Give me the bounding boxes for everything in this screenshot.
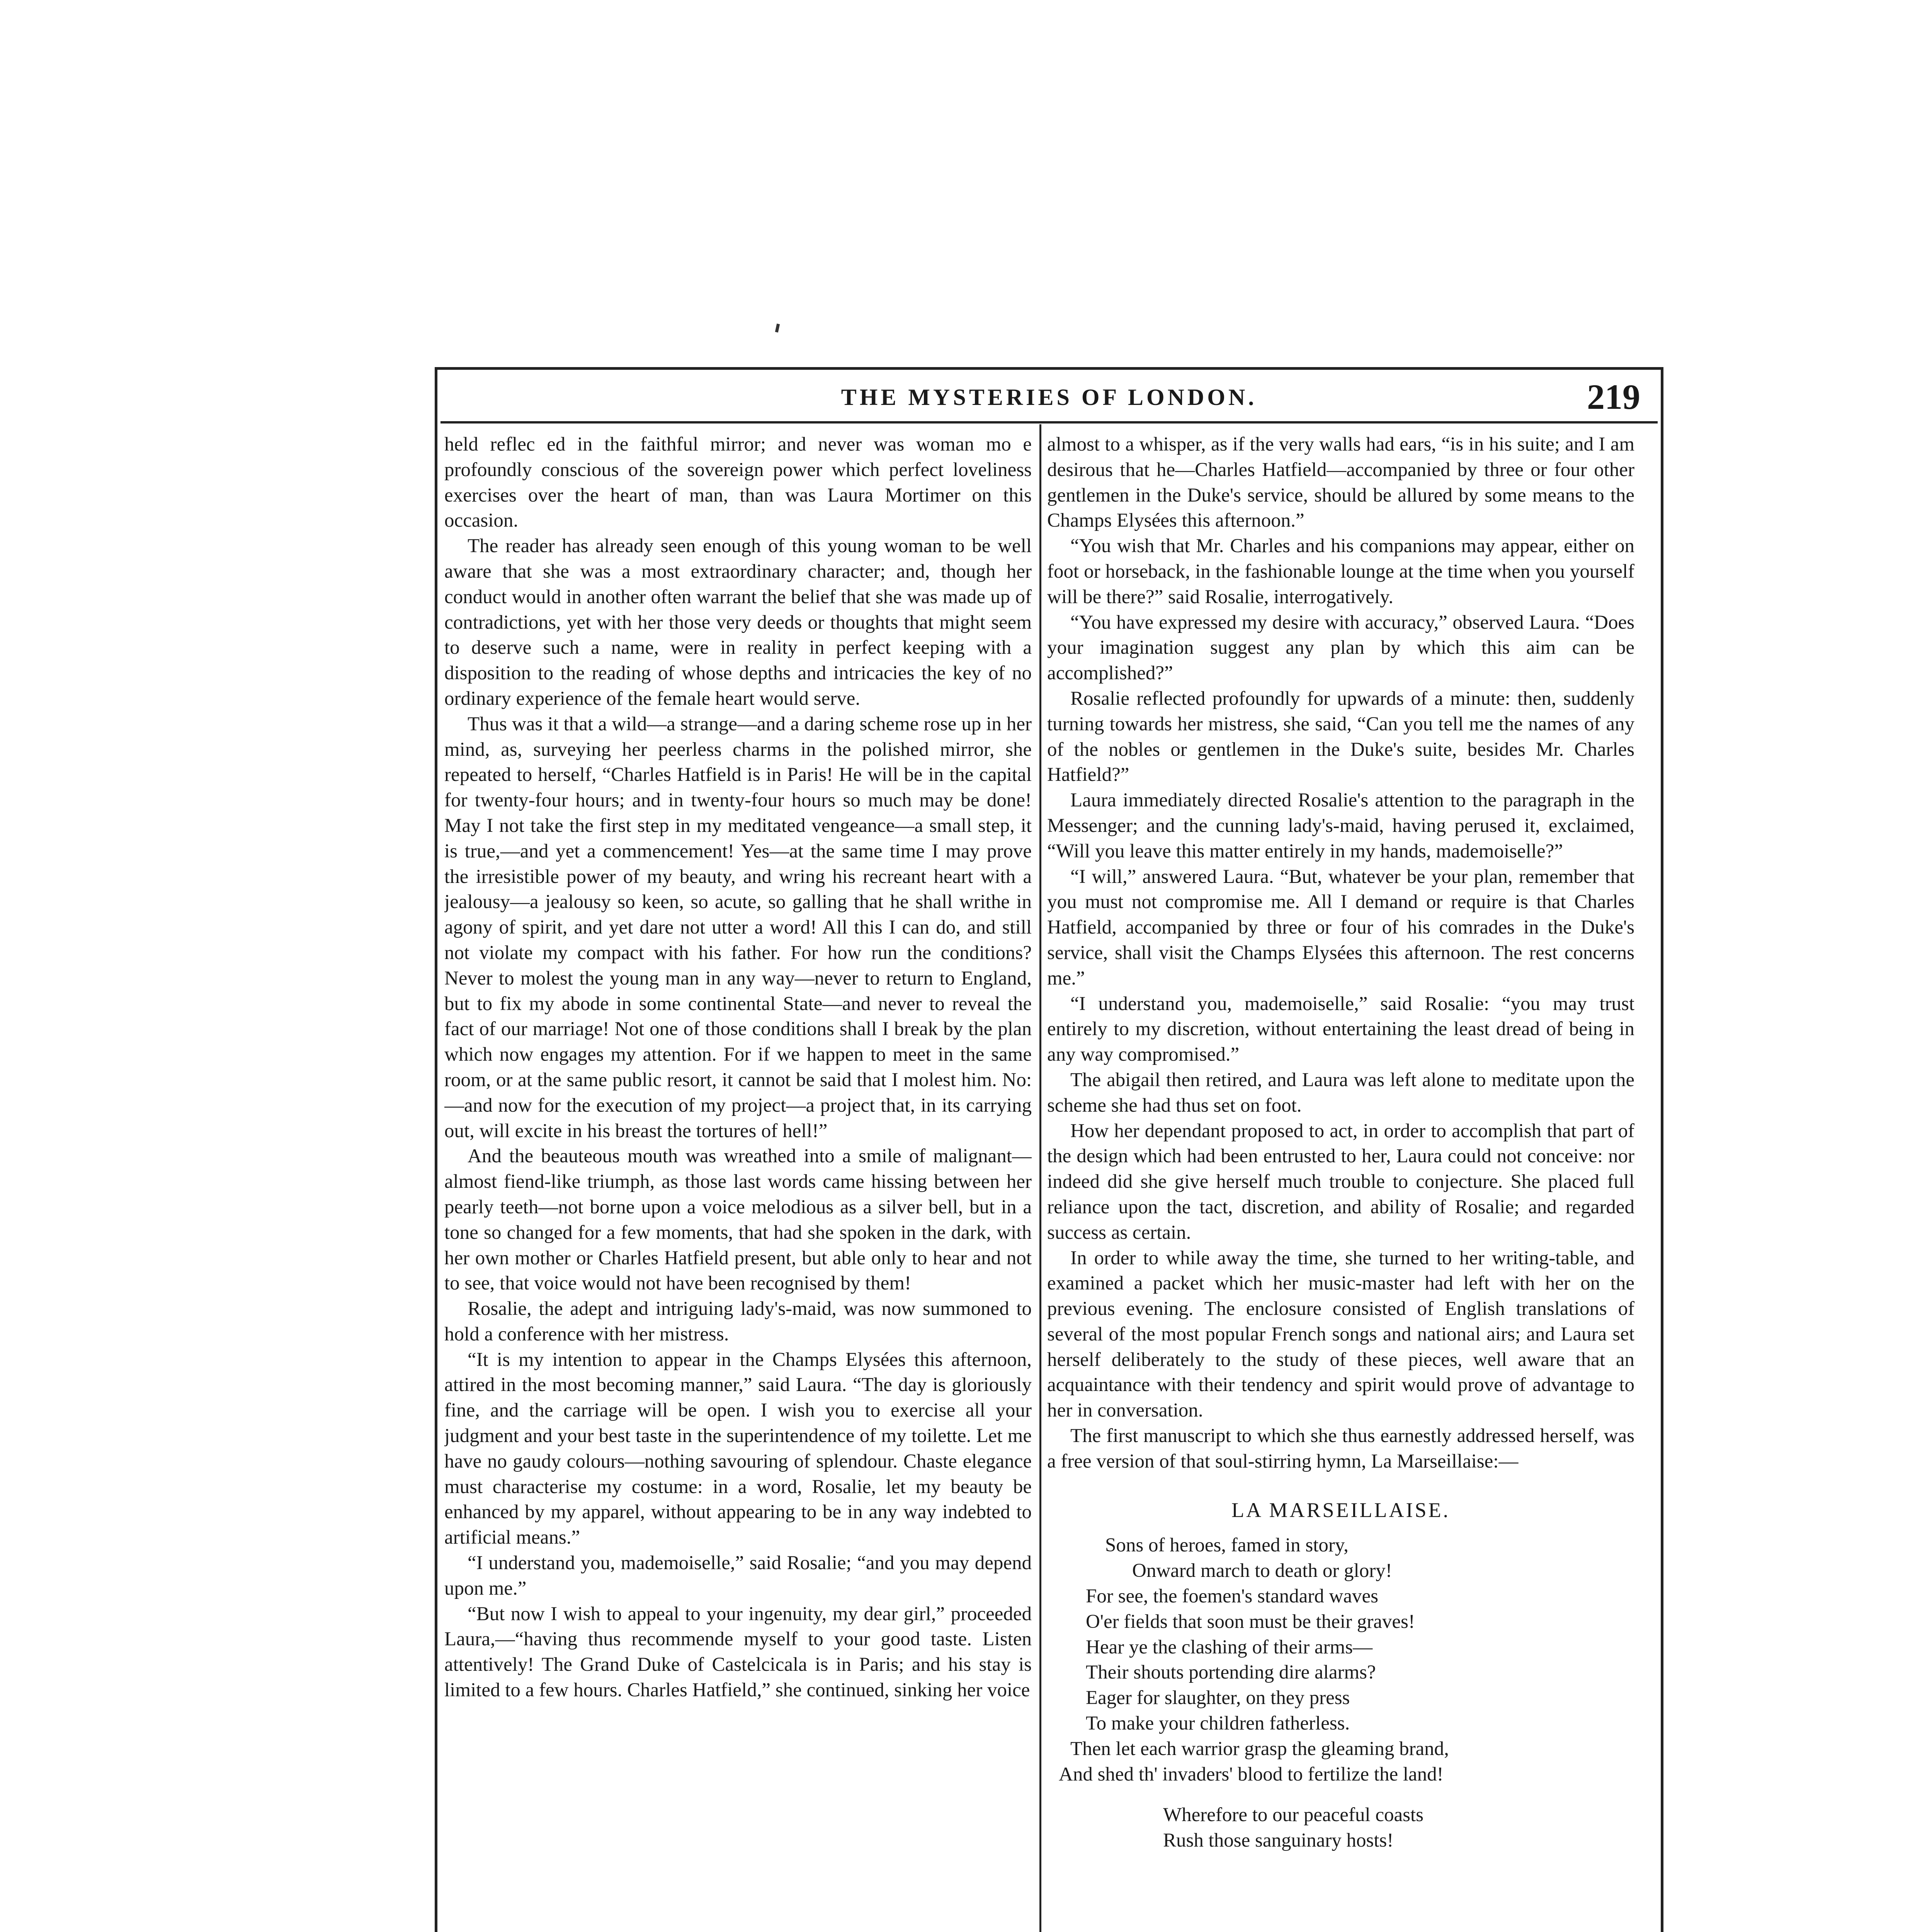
poem-line: Hear ye the clashing of their arms—: [1086, 1636, 1373, 1658]
paragraph: In order to while away the time, she turned to her writing-table, and examined a packet which her music-master had left with her on the previous evening. The enclosure consisted of English translations of several of the most popular French songs and national airs; and Laura set herself deliberately to the study of these pieces, well aware that an acquaintance with their tendency and spirit would prove of advantage to her in conversation.: [1047, 1247, 1634, 1422]
column-divider: [1039, 424, 1041, 1932]
paragraph: “You have expressed my desire with accuracy,” observed Laura. “Does your imagination suggest any plan by which this aim can be accomplished?”: [1047, 611, 1634, 684]
paragraph: held reflec ed in the faithful mirror; and never was woman mo e profoundly conscious of the sovereign power which perfect loveliness exercises over the heart of man, than was Laura Mortimer on this occasion.: [444, 434, 1032, 532]
paragraph: “You wish that Mr. Charles and his companions may appear, either on foot or horseback, in the fashionable lounge at the time when you yourself will be there?” said Rosalie, interrogatively.: [1047, 535, 1634, 608]
poem-stanza-break: [1047, 1787, 1634, 1803]
poem-line: O'er fields that soon must be their graves!: [1086, 1611, 1415, 1633]
poem-line: Onward march to death or glory!: [1132, 1560, 1392, 1582]
poem: [1047, 1533, 1634, 1854]
stray-ink-mark: [775, 323, 780, 332]
paragraph: Rosalie reflected profoundly for upwards of a minute: then, suddenly turning towards her mistress, she said, “Can you tell me the names of any of the nobles or gentlemen in the Duke's suite, besides Mr. Charles Hatfield?”: [1047, 687, 1634, 786]
paragraph: “It is my intention to appear in the Champs Elysées this afternoon, attired in the most becoming manner,” said Laura. “The day is gloriously fine, and the carriage will be open. I wish you to exercise all your judgment and your best taste in the superintendence of my toilette. Let me have no gaudy colours—nothing savouring of splendour. Chaste elegance must characterise my costume: in a word, Rosalie, let my beauty be enhanced by my apparel, without appearing to be in any way indebted to artificial means.”: [444, 1349, 1032, 1549]
poem-line: Wherefore to our peaceful coasts: [1163, 1804, 1423, 1826]
poem-line: For see, the foemen's standard waves: [1086, 1585, 1378, 1607]
poem-line: Their shouts portending dire alarms?: [1086, 1662, 1376, 1684]
paragraph: “I will,” answered Laura. “But, whatever be your plan, remember that you must not compromise me. All I demand or require is that Charles Hatfield, accompanied by three or four of his comrades in the Duke's service, shall visit the Champs Elysées this afternoon. The rest concerns me.”: [1047, 866, 1634, 989]
poem-line: Rush those sanguinary hosts!: [1163, 1830, 1394, 1852]
right-column: [1047, 432, 1634, 1932]
paragraph: almost to a whisper, as if the very walls had ears, “is in his suite; and I am desirous that he—Charles Hatfield—accompanied by three or four other gentlemen in the Duke's service, should be allured by some means to the Champs Elysées this afternoon.”: [1047, 434, 1634, 532]
poem-line: Sons of heroes, famed in story,: [1105, 1534, 1349, 1556]
paragraph: The abigail then retired, and Laura was left alone to meditate upon the scheme she had thus set on foot.: [1047, 1069, 1634, 1116]
paragraph: “I understand you, mademoiselle,” said Rosalie: “you may trust entirely to my discretion, without entertaining the least dread of being in any way compromised.”: [1047, 993, 1634, 1066]
poem-title: LA MARSEILLAISE.: [1231, 1498, 1450, 1522]
left-column: [444, 432, 1032, 1932]
paragraph: How her dependant proposed to act, in order to accomplish that part of the design which had been entrusted to her, Laura could not conceive: nor indeed did she give herself much trouble to conjecture. She placed full reliance upon the tact, discretion, and ability of Rosalie; and regarded success as certain.: [1047, 1120, 1634, 1243]
paragraph: Rosalie, the adept and intriguing lady's-maid, was now summoned to hold a conference with her mistress.: [444, 1298, 1032, 1345]
poem-line: And shed th' invaders' blood to fertilize the land!: [1059, 1763, 1444, 1785]
poem-line: Eager for slaughter, on they press: [1086, 1687, 1350, 1709]
paragraph: “But now I wish to appeal to your ingenuity, my dear girl,” proceeded Laura,—“having thus recommende myself to your good taste. Listen attentively! The Grand Duke of Castelcicala is in Paris; and his stay is limited to a few hours. Charles Hatfield,” she continued, sinking her voice: [444, 1603, 1032, 1701]
paragraph: The reader has already seen enough of this young woman to be well aware that she was a most extraordinary character; and, though her conduct would in another often warrant the belief that she was made up of contradictions, yet with her those very deeds or thoughts that might seem to deserve such a name, were in reality in perfect keeping with a disposition to the reading of whose depths and intricacies the key of no ordinary experience of the female heart would serve.: [444, 535, 1032, 709]
running-header: [442, 374, 1656, 417]
running-title: THE MYSTERIES OF LONDON.: [841, 384, 1257, 410]
page-number: 219: [1587, 377, 1640, 417]
paragraph: And the beauteous mouth was wreathed into a smile of malignant—almost fiend-like triumph, as those last words came hissing between her pearly teeth—not borne upon a voice melodious as a silver bell, but in a tone so changed for a few moments, that had she spoken in the dark, with her own mother or Charles Hatfield present, but able only to hear and not to see, that voice would not have been recognised by them!: [444, 1145, 1032, 1294]
poem-line: To make your children fatherless.: [1086, 1713, 1350, 1735]
paragraph: Laura immediately directed Rosalie's attention to the paragraph in the Messenger; and the cunning lady's-maid, having perused it, exclaimed, “Will you leave this matter entirely in my hands, mademoiselle?”: [1047, 789, 1634, 862]
header-rule: [440, 421, 1658, 423]
paragraph: “I understand you, mademoiselle,” said Rosalie; “and you may depend upon me.”: [444, 1552, 1032, 1599]
paragraph: The first manuscript to which she thus earnestly addressed herself, was a free version of that soul-stirring hymn, La Marseillaise:—: [1047, 1425, 1634, 1472]
paragraph: Thus was it that a wild—a strange—and a daring scheme rose up in her mind, as, surveying her peerless charms in the polished mirror, she repeated to herself, “Charles Hatfield is in Paris! He will be in the capital for twenty-four hours; and in twenty-four hours so much may be done! May I not take the first step in my meditated vengeance—a small step, it is true,—and yet a commencement! Yes—at the same time I may prove the irresistible power of my beauty, and wring his recreant heart with a jealousy—a jealousy so keen, so acute, so galling that he shall writhe in agony of spirit, and yet dare not utter a word! All this I can do, and still not violate my compact with his father. For how run the conditions? Never to molest the young man in any way—never to return to England, but to fix my abode in some continental State—and never to reveal the fact of our marriage! Not one of those conditions shall I break by the plan which now engages my attention. For if we happen to meet in the same room, or at the same public resort, it cannot be said that I molest him. No:—and now for the execution of my project—a project that, in its carrying out, will excite in his breast the tortures of hell!”: [444, 713, 1032, 1142]
poem-line: Then let each warrior grasp the gleaming brand,: [1070, 1738, 1449, 1760]
